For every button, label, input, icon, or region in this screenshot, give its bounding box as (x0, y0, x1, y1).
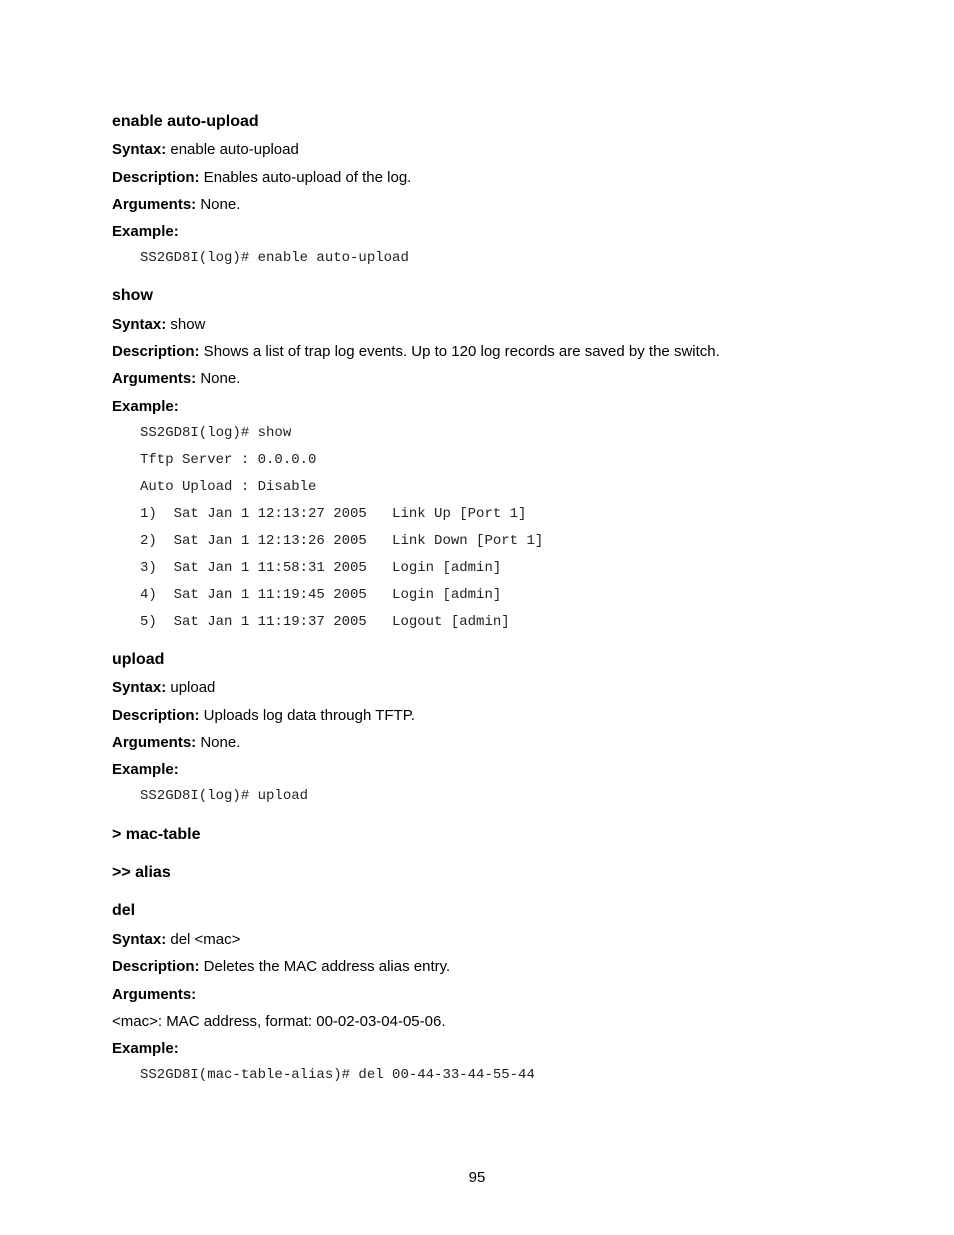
code-line: 2) Sat Jan 1 12:13:26 2005 Link Down [Port 1] (140, 533, 544, 549)
example-line (112, 1040, 179, 1057)
description-line (112, 958, 450, 975)
arguments-text: None. (196, 370, 241, 387)
arguments-line (112, 986, 196, 1003)
syntax-label: Syntax: (112, 931, 167, 948)
code-line: 5) Sat Jan 1 11:19:37 2005 Logout [admin] (140, 614, 510, 630)
description-text: Enables auto-upload of the log. (199, 169, 412, 186)
syntax-line (112, 141, 299, 158)
code-line: 1) Sat Jan 1 12:13:27 2005 Link Up [Port 1] (140, 506, 527, 522)
section-title-del: del (112, 902, 136, 919)
syntax-text: enable auto-upload (166, 141, 299, 158)
code-line: SS2GD8I(log)# upload (140, 788, 309, 804)
syntax-label: Syntax: (112, 679, 167, 696)
code-line: Auto Upload : Disable (140, 479, 317, 495)
section-title-enable-auto-upload: enable auto-upload (112, 113, 259, 130)
description-text: Shows a list of trap log events. Up to 120 log records are saved by the switch. (199, 343, 720, 360)
description-text: Uploads log data through TFTP. (199, 707, 415, 724)
page-number: 95 (468, 1169, 486, 1186)
description-label: Description: (112, 707, 200, 724)
section-title-show: show (112, 287, 153, 304)
description-label: Description: (112, 169, 200, 186)
syntax-line (112, 316, 205, 333)
arguments-line (112, 370, 240, 387)
description-text: Deletes the MAC address alias entry. (199, 958, 451, 975)
code-line: 3) Sat Jan 1 11:58:31 2005 Login [admin] (140, 560, 502, 576)
code-line: SS2GD8I(mac-table-alias)# del 00-44-33-44-55-44 (140, 1067, 535, 1083)
syntax-text: show (166, 316, 206, 333)
example-line (112, 223, 179, 240)
syntax-line (112, 679, 215, 696)
arguments-text: None. (196, 196, 241, 213)
example-label: Example: (112, 1040, 179, 1057)
code-line: Tftp Server : 0.0.0.0 (140, 452, 317, 468)
syntax-label: Syntax: (112, 316, 167, 333)
arguments-label: Arguments: (112, 196, 197, 213)
example-label: Example: (112, 398, 179, 415)
arguments-line (112, 734, 240, 751)
arguments-label: Arguments: (112, 986, 197, 1003)
description-line (112, 343, 720, 360)
code-line: SS2GD8I(log)# show (140, 425, 292, 441)
arguments-text: None. (196, 734, 241, 751)
description-line (112, 707, 415, 724)
heading-alias: >> alias (112, 864, 171, 881)
arguments-label: Arguments: (112, 734, 197, 751)
description-label: Description: (112, 343, 200, 360)
syntax-line (112, 931, 240, 948)
description-line (112, 169, 411, 186)
section-title-upload: upload (112, 651, 165, 668)
example-label: Example: (112, 761, 179, 778)
example-line (112, 761, 179, 778)
example-line (112, 398, 179, 415)
example-label: Example: (112, 223, 179, 240)
syntax-text: del <mac> (166, 931, 241, 948)
description-label: Description: (112, 958, 200, 975)
code-line: 4) Sat Jan 1 11:19:45 2005 Login [admin] (140, 587, 502, 603)
arguments-line (112, 196, 240, 213)
syntax-label: Syntax: (112, 141, 167, 158)
heading-mac-table: > mac-table (112, 826, 201, 843)
arguments-label: Arguments: (112, 370, 197, 387)
syntax-text: upload (166, 679, 216, 696)
code-line: SS2GD8I(log)# enable auto-upload (140, 250, 409, 266)
arguments-detail: <mac>: MAC address, format: 00-02-03-04-05-06. (112, 1013, 446, 1030)
